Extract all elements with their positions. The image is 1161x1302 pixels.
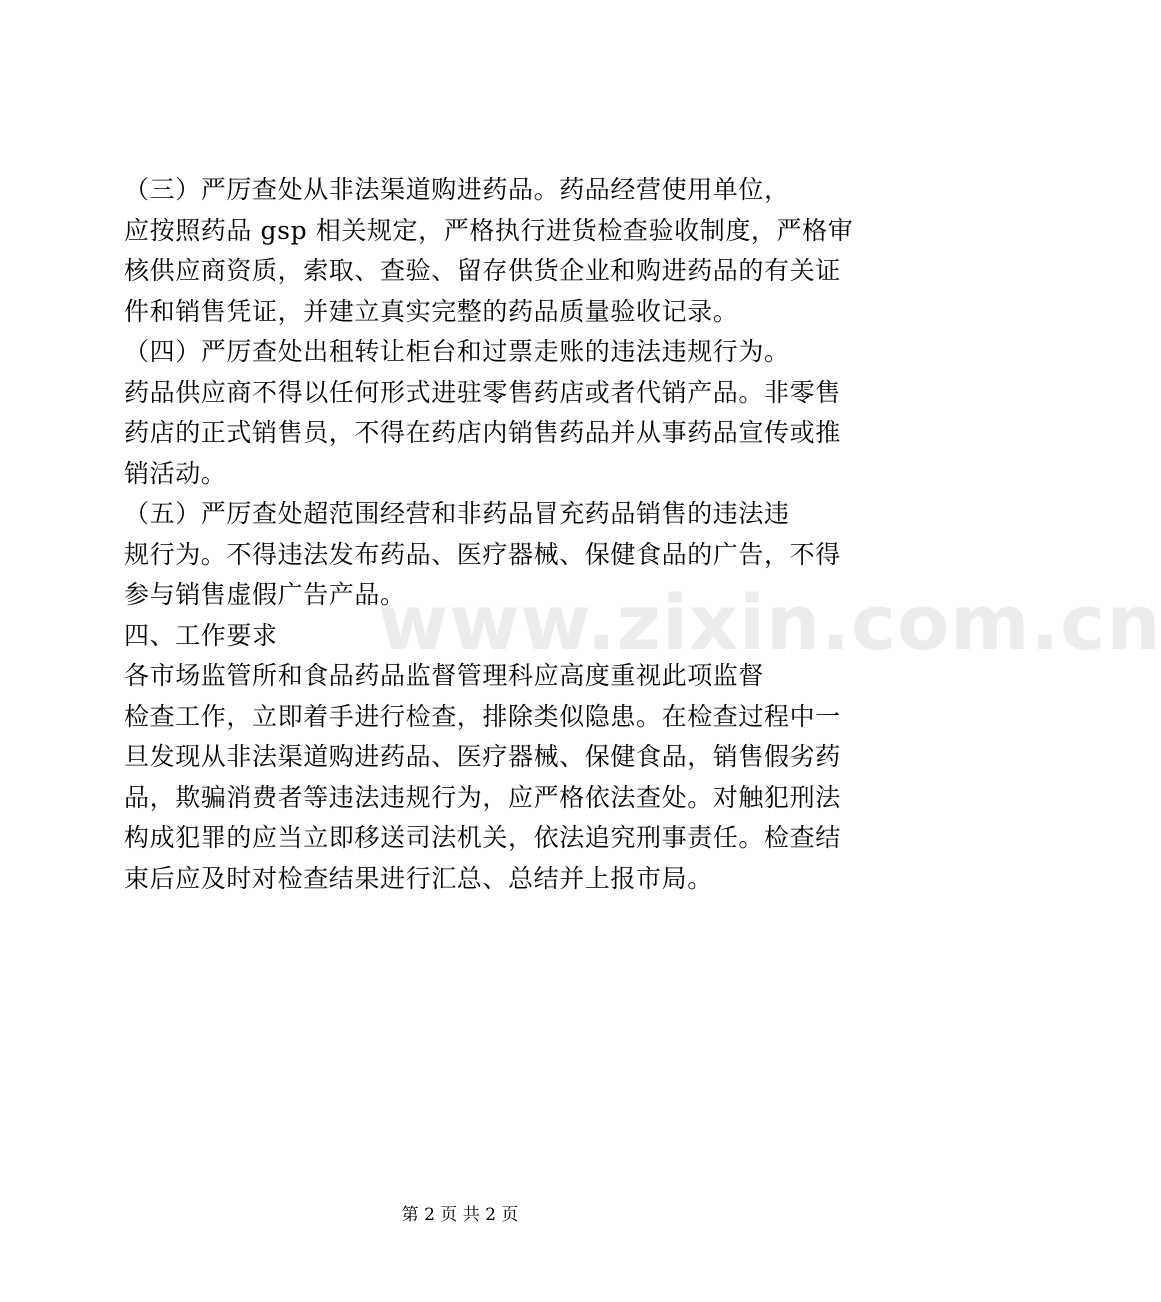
text-line: （五）严厉查处超范围经营和非药品冒充药品销售的违法违 (124, 499, 790, 528)
text-line: 构成犯罪的应当立即移送司法机关，依法追究刑事责任。检查结 (124, 823, 841, 852)
text-line: （三）严厉查处从非法渠道购进药品。药品经营使用单位， (124, 175, 790, 204)
text-line: 品，欺骗消费者等违法违规行为，应严格依法查处。对触犯刑法 (124, 782, 841, 812)
text-line: 束后应及时对检查结果进行汇总、总结并上报市局。 (124, 863, 713, 893)
text-line: 各市场监管所和食品药品监督管理科应高度重视此项监督 (124, 661, 765, 690)
watermark: www.zixin.com.cn (378, 578, 1161, 667)
text-line: 药店的正式销售员，不得在药店内销售药品并从事药品宣传或推 (124, 418, 841, 447)
section-heading: 四、工作要求 (124, 620, 278, 650)
text-line: 参与销售虚假广告产品。 (124, 580, 406, 609)
text-line: 销活动。 (124, 458, 227, 488)
text-line: 件和销售凭证，并建立真实完整的药品质量验收记录。 (124, 296, 739, 326)
text-line: 核供应商资质，索取、查验、留存供货企业和购进药品的有关证 (124, 256, 841, 285)
page-number-footer: 第 2 页 共 2 页 (401, 1205, 519, 1225)
text-line: 应按照药品 gsp 相关规定，严格执行进货检查验收制度，严格审 (124, 215, 854, 245)
text-line: 检查工作，立即着手进行检查，排除类似隐患。在检查过程中一 (124, 701, 841, 731)
text-line: 旦发现从非法渠道购进药品、医疗器械、保健食品，销售假劣药 (124, 742, 841, 771)
text-line: （四）严厉查处出租转让柜台和过票走账的违法违规行为。 (124, 337, 790, 366)
text-line: 药品供应商不得以任何形式进驻零售药店或者代销产品。非零售 (124, 377, 841, 407)
text-line: 规行为。不得违法发布药品、医疗器械、保健食品的广告，不得 (124, 539, 841, 569)
document-body (124, 170, 854, 899)
